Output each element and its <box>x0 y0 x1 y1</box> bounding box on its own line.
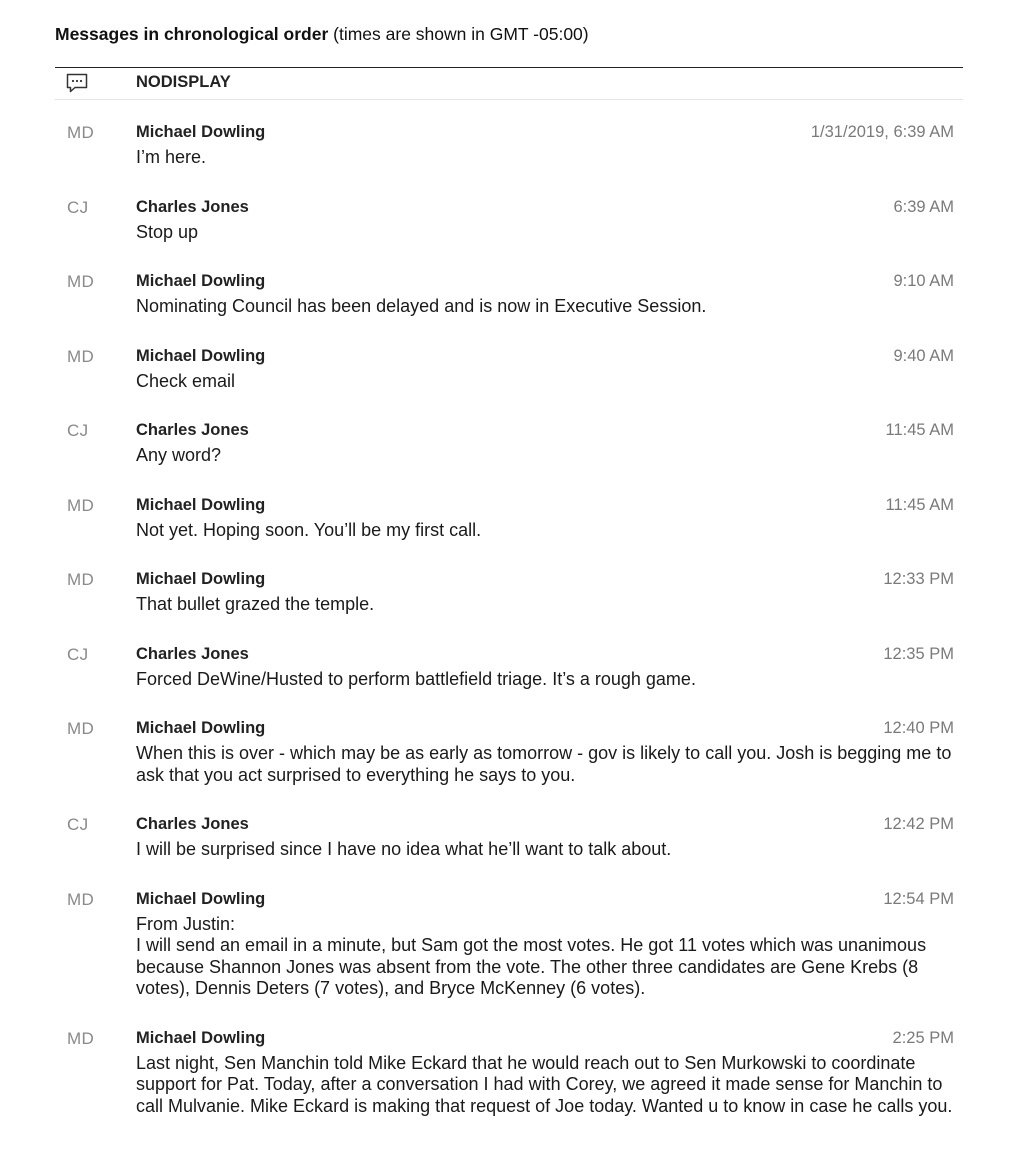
message-text: Forced DeWine/Husted to perform battlefield triage. It’s a rough game. <box>136 668 696 689</box>
message-text: Last night, Sen Manchin told Mike Eckard that he would reach out to Sen Murkowski to coordinate support for Pat. Today, after a conversation I had with Corey, we agreed it made sense for Manchin to call Mulvanie. Mike Eckard is making that request of Joe today. Wanted u to know in case he calls you. <box>136 1052 953 1116</box>
message-item <box>55 346 963 393</box>
message-timestamp: 11:45 AM <box>885 495 954 514</box>
message-item <box>55 197 963 244</box>
sender-name: Michael Dowling <box>136 346 266 365</box>
sender-name: Michael Dowling <box>136 570 266 588</box>
sender-initials: MD <box>67 889 95 909</box>
sender-name: Charles Jones <box>136 815 249 833</box>
sender-initials: MD <box>67 272 95 291</box>
message-item <box>55 569 963 616</box>
message-timestamp: 1/31/2019, 6:39 AM <box>810 123 954 141</box>
message-item <box>55 814 963 861</box>
message-item <box>55 495 963 542</box>
page-title: Messages in chronological order <box>55 24 329 44</box>
sender-initials: CJ <box>67 815 89 834</box>
message-item <box>55 122 963 169</box>
message-text: Not yet. Hoping soon. You’ll be my first call. <box>136 519 482 540</box>
sender-initials: MD <box>67 495 95 515</box>
message-timestamp: 6:39 AM <box>893 197 954 216</box>
message-timestamp: 9:40 AM <box>893 346 954 365</box>
sender-initials: CJ <box>67 197 89 217</box>
message-list <box>55 100 963 1117</box>
message-item <box>55 889 963 1000</box>
sender-initials: MD <box>67 123 95 142</box>
message-thread <box>55 67 963 1145</box>
message-timestamp: 12:40 PM <box>883 719 954 737</box>
message-timestamp: 12:35 PM <box>883 644 954 663</box>
sender-name: Michael Dowling <box>136 889 266 908</box>
message-text: When this is over - which may be as early as tomorrow - gov is likely to call you. Josh is begging me to ask that you act surprised to everything he says to you. <box>136 743 952 785</box>
page-header <box>55 24 589 45</box>
message-timestamp: 9:10 AM <box>893 272 954 290</box>
message-text: Stop up <box>136 221 199 242</box>
message-timestamp: 11:45 AM <box>885 421 954 439</box>
message-timestamp: 2:25 PM <box>892 1028 954 1047</box>
message-timestamp: 12:42 PM <box>883 815 954 833</box>
sender-name: Michael Dowling <box>136 272 266 290</box>
message-text: From Justin: I will send an email in a minute, but Sam got the most votes. He got 11 votes which was unanimous because Shannon Jones was absent from the vote. The other three candidates are Gene Krebs (8 votes), Dennis Deters (7 votes), and Bryce McKenney (6 votes). <box>136 913 927 998</box>
sender-name: Charles Jones <box>136 644 249 663</box>
message-item <box>55 271 963 318</box>
sender-initials: MD <box>67 570 95 589</box>
message-text: That bullet grazed the temple. <box>136 594 375 614</box>
sender-initials: MD <box>67 1028 95 1048</box>
chat-bubble-icon <box>65 71 89 95</box>
message-timestamp: 12:33 PM <box>883 570 954 588</box>
sender-name: Michael Dowling <box>136 1028 266 1047</box>
timezone-note: (times are shown in GMT -05:00) <box>333 24 589 44</box>
message-text: Nominating Council has been delayed and is now in Executive Session. <box>136 296 707 316</box>
thread-name: NODISPLAY <box>136 73 231 91</box>
message-item <box>55 420 963 467</box>
sender-initials: MD <box>67 719 95 738</box>
message-text: I will be surprised since I have no idea what he’ll want to talk about. <box>136 839 672 859</box>
message-text: I’m here. <box>136 147 207 167</box>
sender-name: Charles Jones <box>136 197 249 216</box>
message-item <box>55 644 963 691</box>
sender-initials: MD <box>67 346 95 366</box>
message-text: Check email <box>136 370 236 391</box>
sender-name: Michael Dowling <box>136 719 266 737</box>
message-text: Any word? <box>136 445 222 465</box>
sender-name: Michael Dowling <box>136 495 266 514</box>
thread-header <box>55 67 963 100</box>
message-item <box>55 1028 963 1118</box>
sender-initials: CJ <box>67 644 89 664</box>
sender-name: Charles Jones <box>136 421 249 439</box>
sender-initials: CJ <box>67 421 89 440</box>
sender-name: Michael Dowling <box>136 123 266 141</box>
message-timestamp: 12:54 PM <box>883 889 954 908</box>
message-item <box>55 718 963 786</box>
